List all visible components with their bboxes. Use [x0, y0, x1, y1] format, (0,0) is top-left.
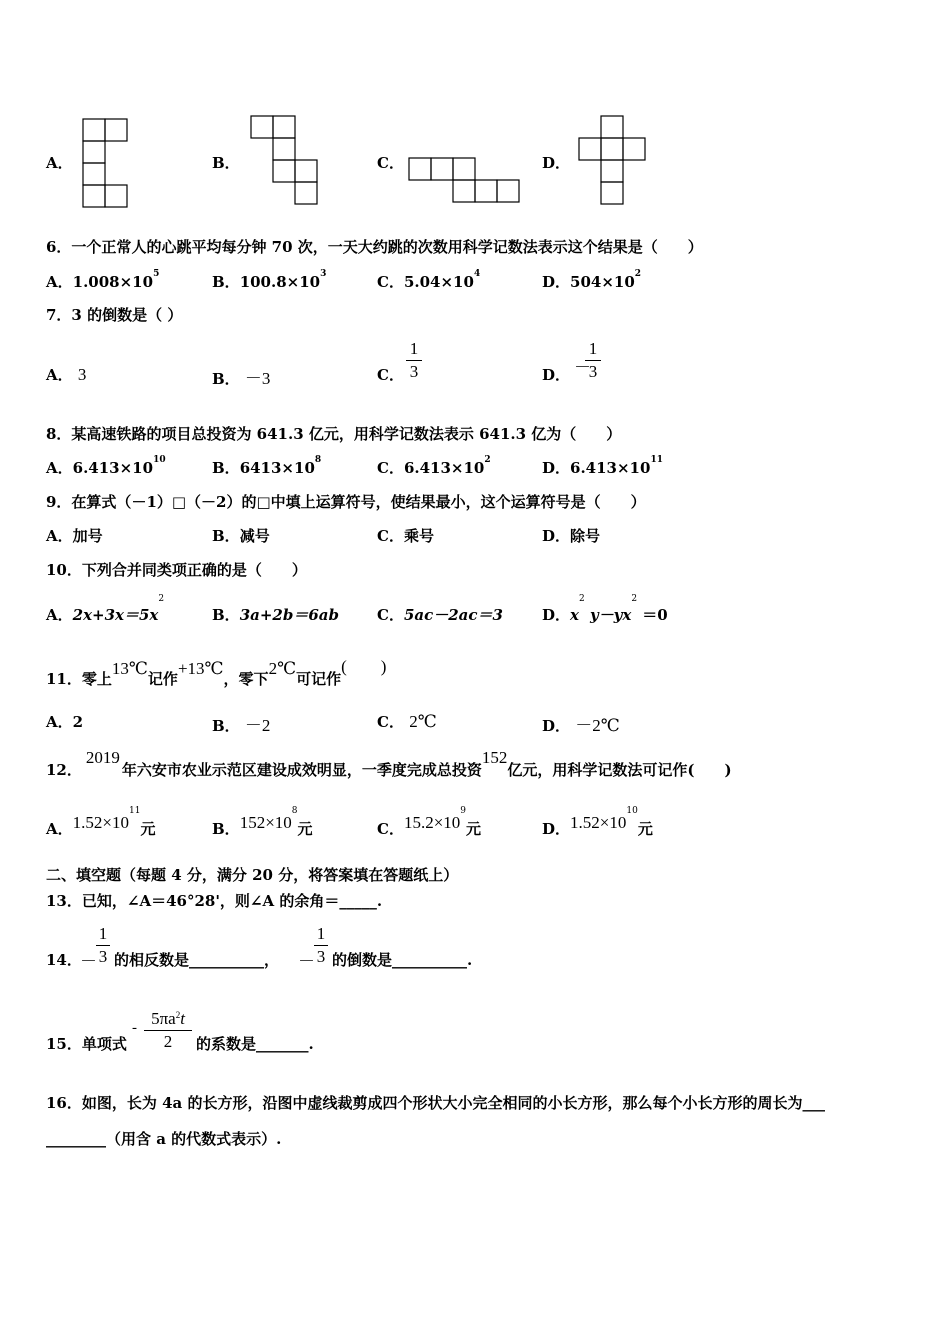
q10-stem: 10．下列合并同类项正确的是（ ）	[46, 561, 307, 579]
q11-stem: 11．零上13℃记作+13℃，零下2℃可记作( )	[46, 657, 387, 688]
q8-option-d: D．$6.413\times 10^{11}$	[542, 455, 663, 477]
q9-option-d: D．除号	[542, 527, 601, 545]
q9-option-a: A．加号	[46, 527, 103, 545]
q15-fraction: $5\pi a^2t$ 2	[144, 1010, 192, 1051]
q8-stem: 8．某高速铁路的项目总投资为 641.3 亿元，用科学记数法表示 641.3 亿为（ ）	[46, 425, 622, 443]
q9-option-b: B．减号	[212, 527, 270, 545]
q15-neg-sign: -	[132, 1020, 137, 1036]
q14-num: 14．	[46, 951, 82, 969]
q8-option-a: A．$6.413\times 10^{10}$	[46, 455, 166, 477]
q14-fraction-1: 1 3	[96, 925, 110, 966]
q9-option-c: C．乘号	[377, 527, 434, 545]
q10-option-d: D．$x^2$ $y-yx^2 =0$	[542, 594, 668, 624]
q5-option-a-net	[82, 118, 130, 208]
q6-stem: 6．一个正常人的心跳平均每分钟 70 次，一天大约跳的次数用科学记数法表示这个结果是（ ）	[46, 238, 703, 256]
q11-option-b: B． －2	[212, 716, 271, 735]
q6-option-d: D．$504\times 10^2$	[542, 269, 642, 291]
q16-line-2: ________（用含 a 的代数式表示）.	[46, 1130, 282, 1148]
q7-stem: 7．3 的倒数是（ ）	[46, 306, 183, 324]
q5-option-d-net	[578, 115, 648, 207]
q5-option-a-label: A．	[46, 154, 73, 172]
q7-option-c-fraction: 1 3	[406, 340, 422, 381]
q6-option-b: B．$100.8\times 10^3$	[212, 269, 327, 291]
q5-option-b-net	[250, 115, 320, 207]
q12-option-d: D．$1.52\times 10^{10}$元	[542, 806, 653, 838]
q11-option-a: A．2	[46, 713, 84, 731]
q13-stem: 13．已知，∠A＝46°28'，则∠A 的余角＝_____.	[46, 892, 383, 910]
q15-text: 的系数是_______.	[196, 1035, 314, 1053]
q14-text-1: 的相反数是__________，	[114, 951, 280, 969]
q10-option-b: B．3a+2b＝6ab	[212, 606, 339, 624]
q10-option-c: C．5ac－2ac＝3	[377, 606, 503, 624]
q7-option-d-label: D．	[542, 366, 571, 384]
q15-num: 15．单项式	[46, 1035, 127, 1053]
q12-option-a: A．$1.52\times 10^{11}$元	[46, 806, 156, 838]
q16-line-1: 16．如图，长为 4a 的长方形，沿图中虚线裁剪成四个形状大小完全相同的小长方形，那么每个小长方形的周长为___	[46, 1094, 825, 1112]
q7-option-c-label: C．	[377, 366, 404, 384]
q14-neg-sign-2: －	[298, 952, 315, 971]
q7-option-d-sign: －	[574, 358, 591, 377]
q8-option-c: C．$6.413\times 10^2$	[377, 455, 491, 477]
q5-option-c-label: C．	[377, 154, 404, 172]
q12-option-c: C．$15.2\times 10^9$元	[377, 806, 482, 838]
q5-option-c-net	[408, 157, 523, 205]
q6-option-a: A．$1.008\times 10^5$	[46, 269, 160, 291]
q9-stem: 9．在算式（－1）□（－2）的□中填上运算符号，使结果最小，这个运算符号是（ ）	[46, 493, 646, 511]
q8-option-b: B．$6413\times 10^8$	[212, 455, 322, 477]
section-2-heading: 二、填空题（每题 4 分，满分 20 分，将答案填在答题纸上）	[46, 866, 459, 884]
q14-text-2: 的倒数是__________.	[332, 951, 473, 969]
q12-stem: 12．2019年六安市农业示范区建设成效明显，一季度完成总投资152亿元，用科学记数法可记作( )	[46, 748, 732, 779]
q7-option-b: B． －3	[212, 369, 271, 388]
q6-option-c: C．$5.04\times 10^4$	[377, 269, 481, 291]
q11-option-c: C． 2℃	[377, 712, 437, 731]
q14-fraction-2: 1 3	[314, 925, 328, 966]
q7-option-d-fraction: 1 3	[585, 340, 601, 381]
q10-option-a: A．$2x+3x=5x^2$	[46, 594, 165, 624]
q14-neg-sign-1: －	[80, 952, 97, 971]
q5-option-d-label: D．	[542, 154, 571, 172]
q7-option-a: A． 3	[46, 365, 87, 384]
q11-option-d: D． －2℃	[542, 716, 620, 735]
q5-option-b-label: B．	[212, 154, 240, 172]
q12-option-b: B．$152\times 10^8$元	[212, 806, 313, 838]
